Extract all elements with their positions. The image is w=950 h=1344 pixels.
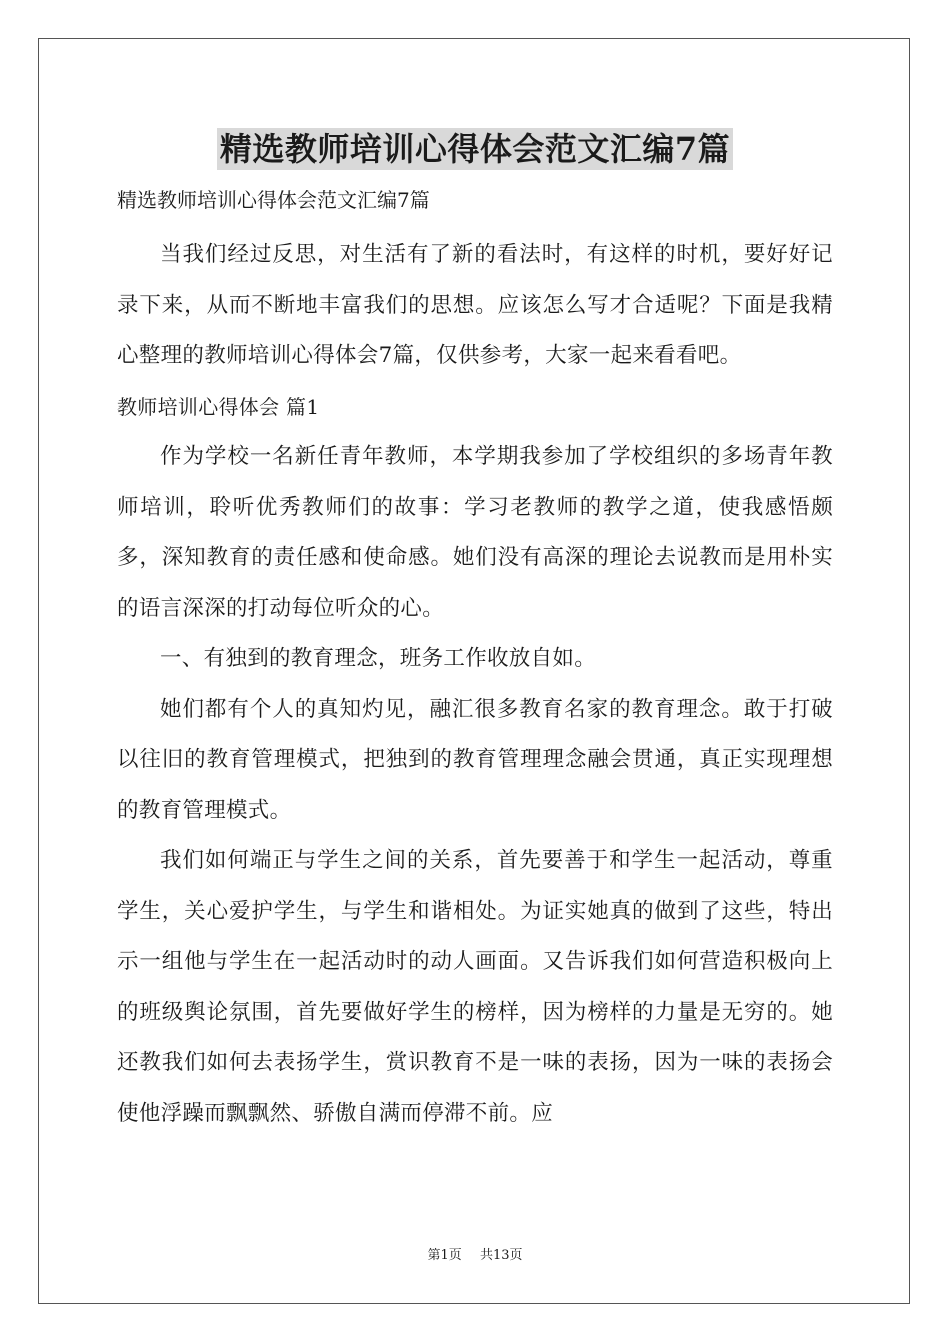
paragraph: 她们都有个人的真知灼见，融汇很多教育名家的教育理念。敢于打破以往旧的教育管理模式，把独到的教育管理理念融会贯通，真正实现理想的教育管理模式。 xyxy=(117,696,833,823)
document-title: 精选教师培训心得体会范文汇编7篇 xyxy=(217,128,733,170)
title-container xyxy=(117,128,833,170)
section-heading: 教师培训心得体会 篇1 xyxy=(117,394,320,419)
paragraph: 我们如何端正与学生之间的关系，首先要善于和学生一起活动，尊重学生，关心爱护学生，与学生和谐相处。为证实她真的做到了这些，特出示一组他与学生在一起活动时的动人画面。又告诉我们如何营造积极向上的班级舆论氛围，首先要做好学生的榜样，因为榜样的力量是无穷的。她还教我们如何去表扬学生，赏识教育不是一味的表扬，因为一味的表扬会使他浮躁而飘飘然、骄傲自满而停滞不前。应 xyxy=(117,848,833,1126)
page-number: 第1页 xyxy=(427,1248,462,1263)
page-total: 共13页 xyxy=(479,1248,523,1263)
paragraph: 一、有独到的教育理念，班务工作收放自如。 xyxy=(160,646,597,671)
page-footer xyxy=(0,1246,950,1266)
document-subtitle: 精选教师培训心得体会范文汇编7篇 xyxy=(117,188,430,212)
paragraph: 当我们经过反思，对生活有了新的看法时，有这样的时机，要好好记录下来，从而不断地丰富我们的思想。应该怎么写才合适呢？下面是我精心整理的教师培训心得体会7篇，仅供参考，大家一起来看看吧。 xyxy=(117,242,833,368)
paragraph: 作为学校一名新任青年教师，本学期我参加了学校组织的多场青年教师培训，聆听优秀教师们的故事：学习老教师的教学之道，使我感悟颇多，深知教育的责任感和使命感。她们没有高深的理论去说教而是用朴实的语言深深的打动每位听众的心。 xyxy=(117,444,833,621)
document-body xyxy=(117,230,833,1139)
